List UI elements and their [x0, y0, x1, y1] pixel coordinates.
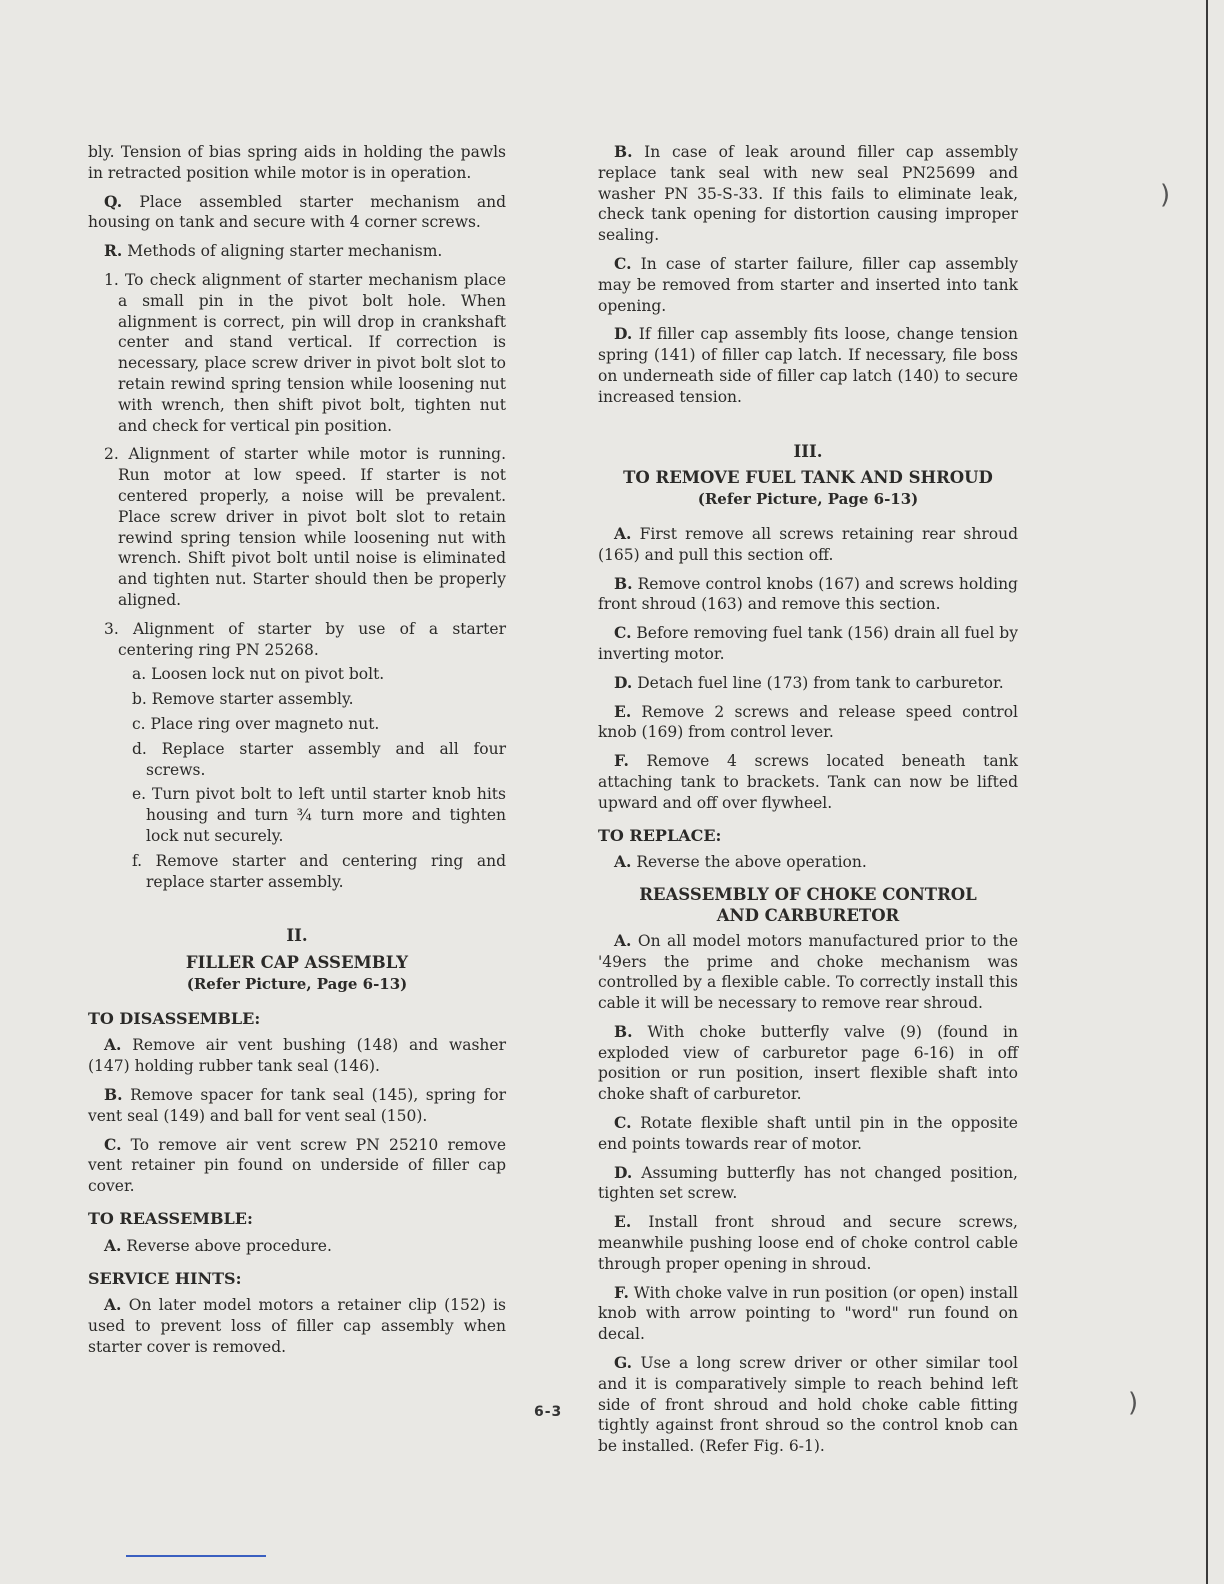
right-column — [598, 142, 1018, 1465]
step-text: Assuming butterfly has not changed position, tighten set screw. — [598, 1163, 1018, 1203]
step — [598, 673, 1018, 694]
step-label: D. — [614, 672, 633, 692]
step-text: On all model motors manufactured prior to the '49ers the prime and choke mechanism was controlled by a flexible cable. To correctly install this cable it will be necessary to remove rear shroud. — [598, 931, 1018, 1013]
step-text: Remove air vent bushing (148) and washer (147) holding rubber tank seal (146). — [88, 1036, 506, 1076]
section-reference: (Refer Picture, Page 6-13) — [697, 490, 919, 509]
step-text: Reverse above procedure. — [126, 1236, 332, 1255]
section-number: II. — [286, 926, 308, 946]
step — [598, 931, 1018, 1014]
step-text: Remove 4 screws located beneath tank attaching tank to brackets. Tank can now be lifted upward and off over flywheel. — [598, 752, 1018, 812]
step — [598, 751, 1018, 813]
step-text: If filler cap assembly fits loose, change tension spring (141) of filler cap latch. If necessary, file boss on underneath side of filler cap latch (140) to secure increased tension. — [598, 325, 1018, 406]
step-label: B. — [614, 1021, 633, 1041]
paragraph: bly. Tension of bias spring aids in holding the pawls in retracted position while motor is in operation. — [88, 143, 506, 182]
step-label: F. — [614, 751, 629, 771]
step — [598, 702, 1018, 744]
sub-item: c. Place ring over magneto nut. — [132, 714, 380, 733]
step — [598, 324, 1018, 407]
step-label: A. — [614, 930, 632, 950]
step-label: E. — [614, 1212, 632, 1232]
page-edge — [1206, 0, 1208, 1584]
step — [598, 852, 1018, 873]
step — [88, 1135, 506, 1197]
step-label: C. — [614, 623, 632, 643]
step-text: In case of leak around filler cap assembly replace tank seal with new seal PN25699 and washer PN 35-S-33. If this fails to eliminate leak, check tank opening for distortion causing improper sealing. — [598, 143, 1018, 245]
page-number: 6-3 — [534, 1404, 563, 1420]
step — [598, 623, 1018, 665]
list-item: 1. To check alignment of starter mechanism place a small pin in the pivot bolt hole. When alignment is correct, pin will drop in crankshaft center and stand vertical. If correction is necessary, place screw driver in pivot bolt slot to retain rewind spring tension while loosening nut with wrench, then shift pivot bolt, tighten nut and check for vertical pin position. — [104, 270, 506, 435]
step-label: C. — [104, 1134, 122, 1154]
step-text: With choke butterfly valve (9) (found in exploded view of carburetor page 6-16) in off position or run position, insert flexible shaft into choke shaft of carburetor. — [598, 1022, 1018, 1104]
step-label: A. — [104, 1295, 122, 1315]
scan-artifact-line — [126, 1555, 266, 1557]
step-label: B. — [614, 573, 633, 593]
step — [598, 1163, 1018, 1205]
step-label: R. — [104, 241, 123, 261]
step-text: Place assembled starter mechanism and housing on tank and secure with 4 corner screws. — [88, 192, 506, 232]
subheading-disassemble: TO DISASSEMBLE: — [88, 1008, 261, 1028]
step-text: Reverse the above operation. — [636, 853, 867, 872]
step — [88, 1035, 506, 1077]
step-text: Install front shroud and secure screws, meanwhile pushing loose end of choke control cable through proper opening in shroud. — [598, 1213, 1018, 1273]
step-label: F. — [614, 1282, 629, 1302]
step — [598, 1283, 1018, 1345]
step — [598, 142, 1018, 246]
step-text: Before removing fuel tank (156) drain all fuel by inverting motor. — [598, 624, 1018, 663]
sub-item: f. Remove starter and centering ring and replace starter assembly. — [132, 851, 506, 891]
step-label: E. — [614, 701, 632, 721]
reassembly-title-line-2: AND CARBURETOR — [716, 905, 900, 925]
step-label: D. — [614, 324, 633, 344]
binding-mark-icon: ) — [1160, 180, 1171, 210]
step-text: Remove spacer for tank seal (145), spring for vent seal (149) and ball for vent seal (150). — [88, 1086, 506, 1125]
step-label: Q. — [104, 191, 123, 211]
section-title: FILLER CAP ASSEMBLY — [185, 953, 409, 973]
step-text: On later model motors a retainer clip (152) is used to prevent loss of filler cap assembly when starter cover is removed. — [88, 1296, 506, 1357]
section-reference: (Refer Picture, Page 6-13) — [186, 974, 408, 993]
step-r — [88, 241, 506, 262]
step-text: Methods of aligning starter mechanism. — [127, 242, 443, 261]
step-text: First remove all screws retaining rear shroud (165) and pull this section off. — [598, 524, 1018, 564]
step-text: Remove 2 screws and release speed control knob (169) from control lever. — [598, 702, 1018, 742]
section-title: TO REMOVE FUEL TANK AND SHROUD — [623, 468, 993, 488]
sub-item: d. Replace starter assembly and all four screws. — [132, 739, 506, 779]
step — [598, 574, 1018, 616]
step-text: In case of starter failure, filler cap assembly may be removed from starter and inserted into tank opening. — [598, 254, 1018, 315]
left-column — [88, 142, 506, 1366]
subheading-service-hints: SERVICE HINTS: — [88, 1268, 242, 1288]
list-item: 3. Alignment of starter by use of a starter centering ring PN 25268. — [104, 619, 506, 659]
step — [598, 524, 1018, 566]
step-label: A. — [614, 523, 632, 543]
section-number: III. — [793, 441, 823, 461]
sub-item: e. Turn pivot bolt to left until starter knob hits housing and turn ¾ turn more and tighten lock nut securely. — [132, 785, 506, 845]
step-label: D. — [614, 1162, 633, 1182]
step-text: Detach fuel line (173) from tank to carburetor. — [637, 673, 1004, 692]
sub-item: a. Loosen lock nut on pivot bolt. — [132, 665, 385, 684]
step-label: A. — [614, 852, 632, 872]
step-label: B. — [104, 1085, 123, 1105]
step — [598, 1022, 1018, 1105]
sub-item: b. Remove starter assembly. — [132, 690, 354, 709]
step-label: C. — [614, 1113, 632, 1133]
step — [598, 1113, 1018, 1155]
step-text: With choke valve in run position (or open) install knob with arrow pointing to "word" run found on decal. — [598, 1283, 1018, 1344]
step — [88, 1295, 506, 1357]
step-text: To remove air vent screw PN 25210 remove vent retainer pin found on underside of filler cap cover. — [88, 1135, 506, 1196]
reassembly-title-line-1: REASSEMBLY OF CHOKE CONTROL — [639, 885, 977, 905]
step-text: Use a long screw driver or other similar tool and it is comparatively simple to reach behind left side of front shroud and hold choke cable fitting tightly against front shroud so the control knob can be installed. (Refer Fig. 6-1). — [598, 1354, 1018, 1456]
step-q — [88, 192, 506, 234]
step-label: A. — [104, 1235, 122, 1255]
step — [598, 1353, 1018, 1457]
step — [88, 1085, 506, 1127]
binding-mark-icon: ) — [1128, 1388, 1139, 1418]
subheading-replace: TO REPLACE: — [598, 825, 722, 845]
step-label: B. — [614, 142, 633, 161]
list-item: 2. Alignment of starter while motor is running. Run motor at low speed. If starter is not centered properly, a noise will be prevalent. Place screw driver in pivot bolt slot to retain rewind spring tension while loosening nut with wrench. Shift pivot bolt until noise is eliminated and tighten nut. Starter should then be properly aligned. — [104, 445, 506, 609]
step-label: G. — [614, 1353, 633, 1373]
subheading-reassemble: TO REASSEMBLE: — [88, 1209, 253, 1229]
step — [598, 1212, 1018, 1274]
step-label: C. — [614, 253, 632, 273]
step-text: Rotate flexible shaft until pin in the opposite end points towards rear of motor. — [598, 1114, 1018, 1153]
step-label: A. — [104, 1035, 122, 1055]
step — [88, 1236, 506, 1257]
step-text: Remove control knobs (167) and screws holding front shroud (163) and remove this section. — [598, 574, 1018, 614]
step — [598, 254, 1018, 316]
